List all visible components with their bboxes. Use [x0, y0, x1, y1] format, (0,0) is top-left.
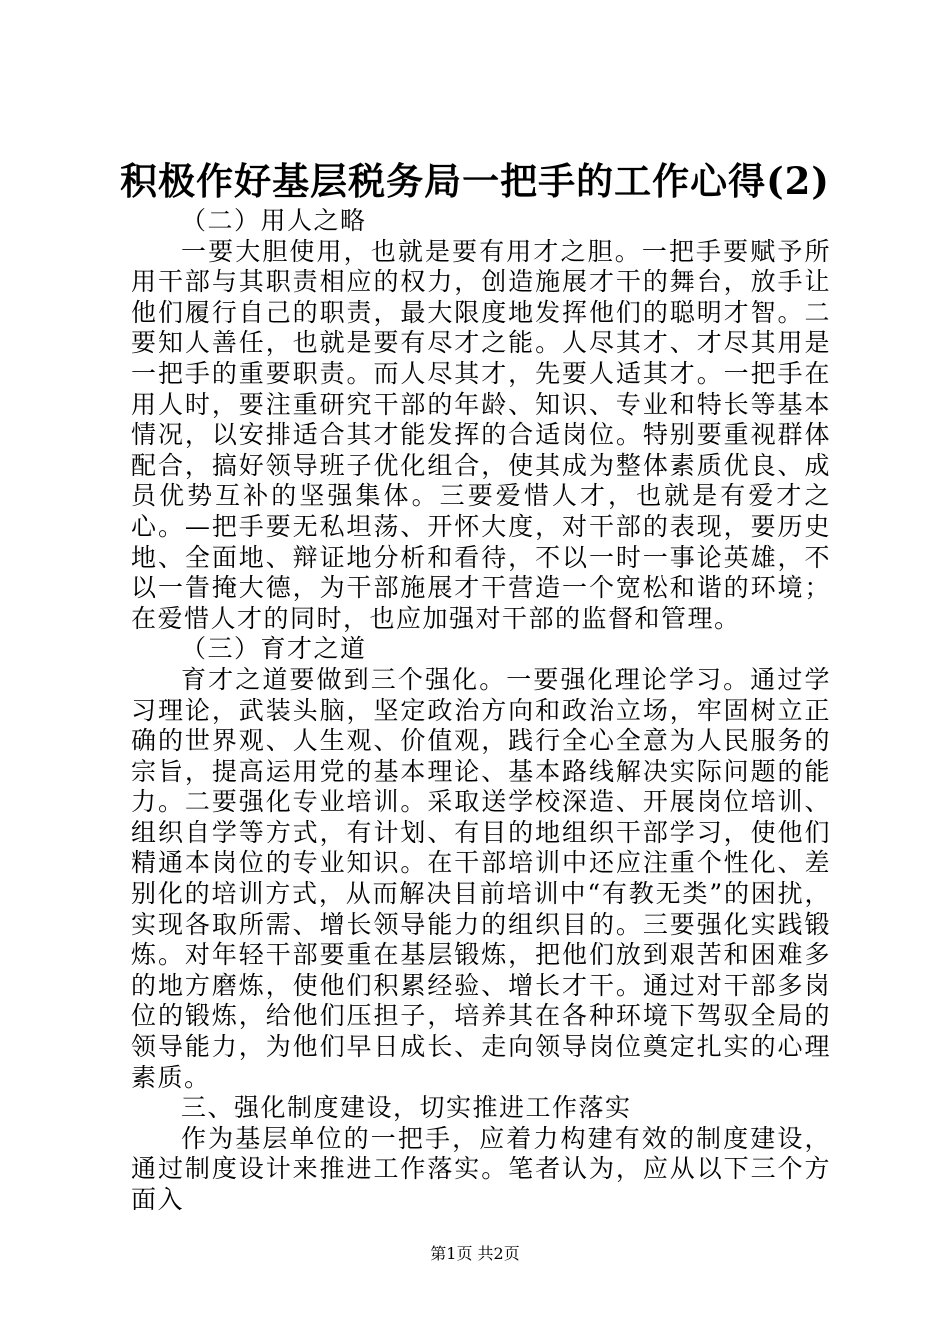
body-paragraph: 作为基层单位的一把手，应着力构建有效的制度建设，通过制度设计来推进工作落实。笔者认为，应从以下三个方面入 [131, 1123, 831, 1214]
section-heading: （三）育才之道 [181, 634, 367, 664]
section-heading: （二）用人之略 [181, 206, 367, 235]
body-paragraph: 育才之道要做到三个强化。一要强化理论学习。通过学习理论，武装头脑，坚定政治方向和政治立场，牢固树立正确的世界观、人生观、价值观，践行全心全意为人民服务的宗旨，提高运用党的基本理论、基本路线解决实际问题的能力。二要强化专业培训。采取送学校深造、开展岗位培训、组织自学等方式，有计划、有目的地组织干部学习，使他们精通本岗位的专业知识。在干部培训中还应注重个性化、差别化的培训方式，从而解决目前培训中“有教无类”的困扰，实现各取所需、增长领导能力的组织目的。三要强化实践锻炼。对年轻干部要重在基层锻炼，把他们放到艰苦和困难多的地方磨炼，使他们积累经验、增长才干。通过对干部多岗位的锻炼，给他们压担子，培养其在各种环境下驾驭全局的领导能力，为他们早日成长、走向领导岗位奠定扎实的心理素质。 [131, 664, 831, 1092]
document-body [131, 206, 831, 1216]
body-paragraph: 一要大胆使用，也就是要有用才之胆。一把手要赋予所用干部与其职责相应的权力，创造施展才干的舞台，放手让他们履行自己的职责，最大限度地发挥他们的聪明才智。二要知人善任，也就是要有尽才之能。人尽其才、才尽其用是一把手的重要职责。而人尽其才，先要人适其才。一把手在用人时，要注重研究干部的年龄、知识、专业和特长等基本情况，以安排适合其才能发挥的合适岗位。特别要重视群体配合，搞好领导班子优化组合，使其成为整体素质优良、成员优势互补的坚强集体。三要爱惜人才，也就是有爱才之心。—把手要无私坦荡、开怀大度，对干部的表现，要历史地、全面地、辩证地分析和看待，不以一时一事论英雄，不以一眚掩大德，为干部施展才干营造一个宽松和谐的环境；在爱惜人才的同时，也应加强对干部的监督和管理。 [131, 236, 831, 633]
section-heading: 三、强化制度建设，切实推进工作落实 [181, 1093, 632, 1123]
page-number-footer: 第1页 共2页 [430, 1244, 520, 1263]
document-title: 积极作好基层税务局一把手的工作心得(2) [120, 159, 830, 203]
